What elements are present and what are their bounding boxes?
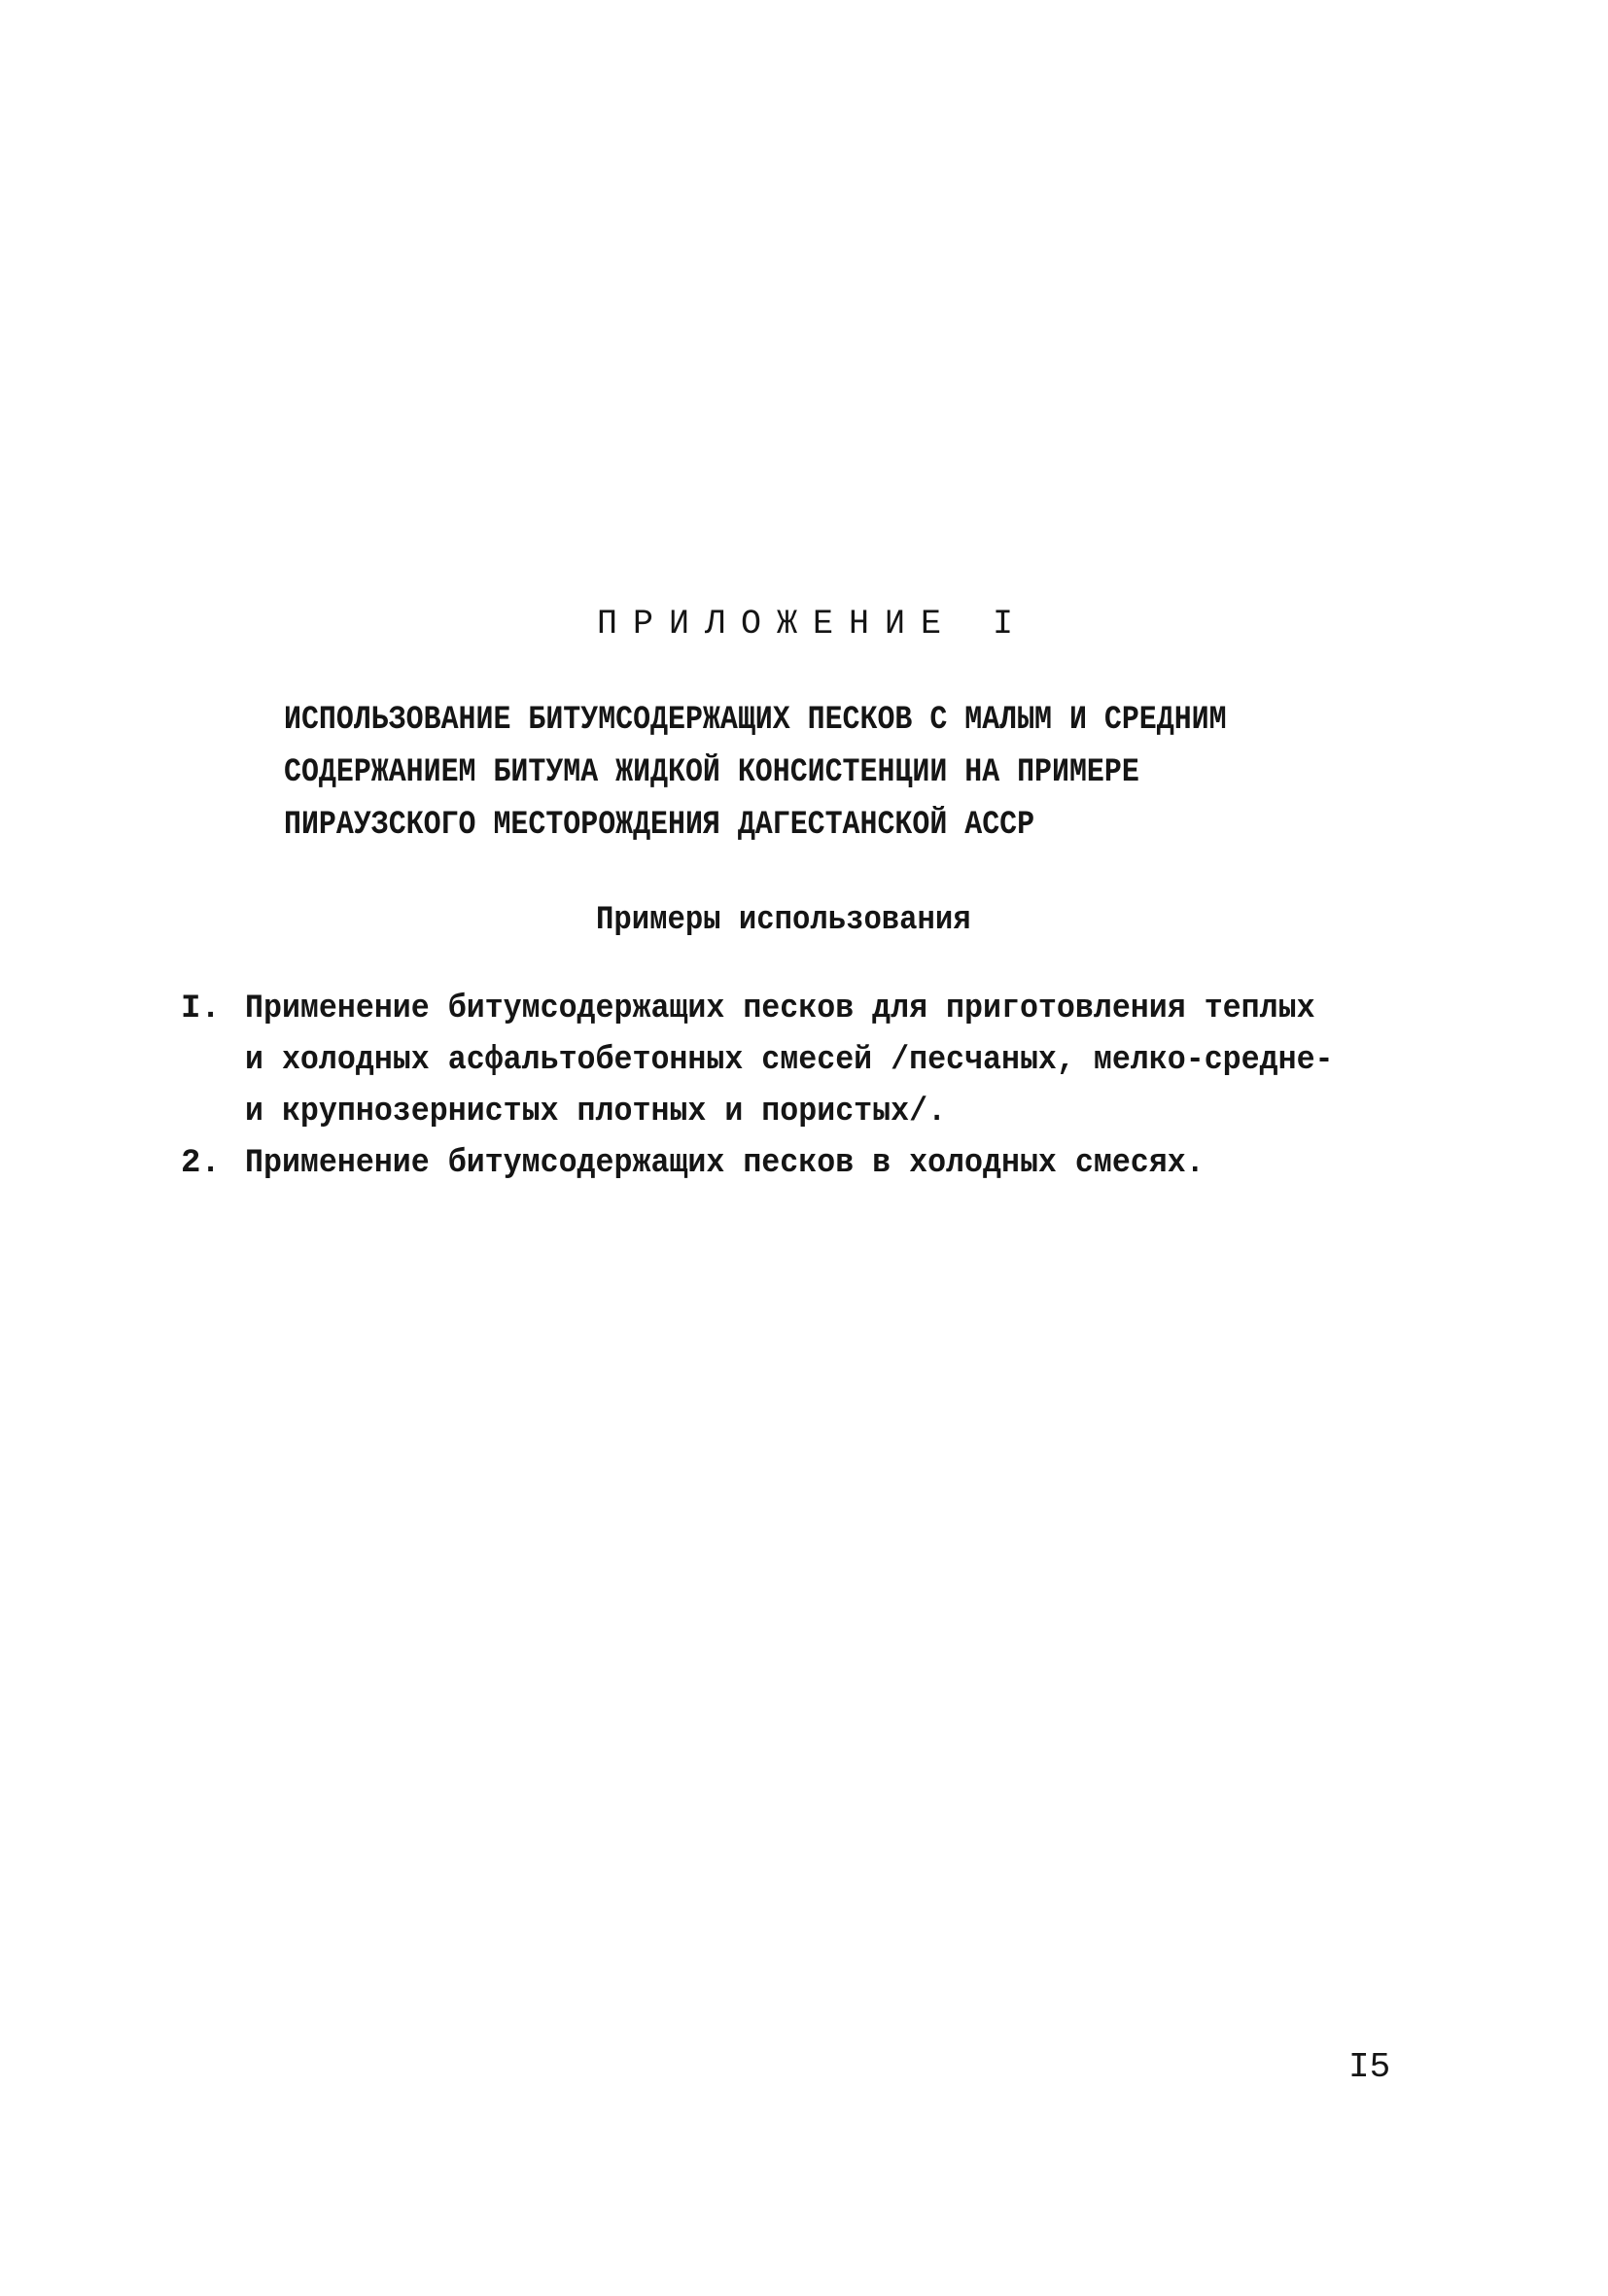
title-line: ПИРАУЗСКОГО МЕСТОРОЖДЕНИЯ ДАГЕСТАНСКОЙ АССР (284, 807, 1035, 844)
examples-list (181, 984, 1445, 1190)
title-line: СОДЕРЖАНИЕМ БИТУМА ЖИДКОЙ КОНСИСТЕНЦИИ НА ПРИМЕРЕ (284, 754, 1139, 791)
list-item-number: I. (181, 991, 221, 1027)
list-item (181, 1138, 1445, 1190)
list-item-line: и крупнозернистых плотных и пористых/. (245, 1094, 947, 1131)
list-item-line: Применение битумсодержащих песков в холодных смесях. (245, 1145, 1205, 1182)
appendix-heading: ПРИЛОЖЕНИЕ I (597, 605, 1030, 644)
list-item (181, 984, 1445, 1138)
list-item-line: и холодных асфальтобетонных смесей /песчаных, мелко-средне- (245, 1042, 1334, 1079)
title-line: ИСПОЛЬЗОВАНИЕ БИТУМСОДЕРЖАЩИХ ПЕСКОВ С МАЛЫМ И СРЕДНИМ (284, 702, 1227, 739)
examples-subheading: Примеры использования (596, 902, 971, 939)
list-item-line: Применение битумсодержащих песков для приготовления теплых (245, 991, 1315, 1027)
list-item-number: 2. (181, 1145, 221, 1182)
page-number: I5 (1348, 2047, 1391, 2087)
document-title (284, 694, 1402, 852)
